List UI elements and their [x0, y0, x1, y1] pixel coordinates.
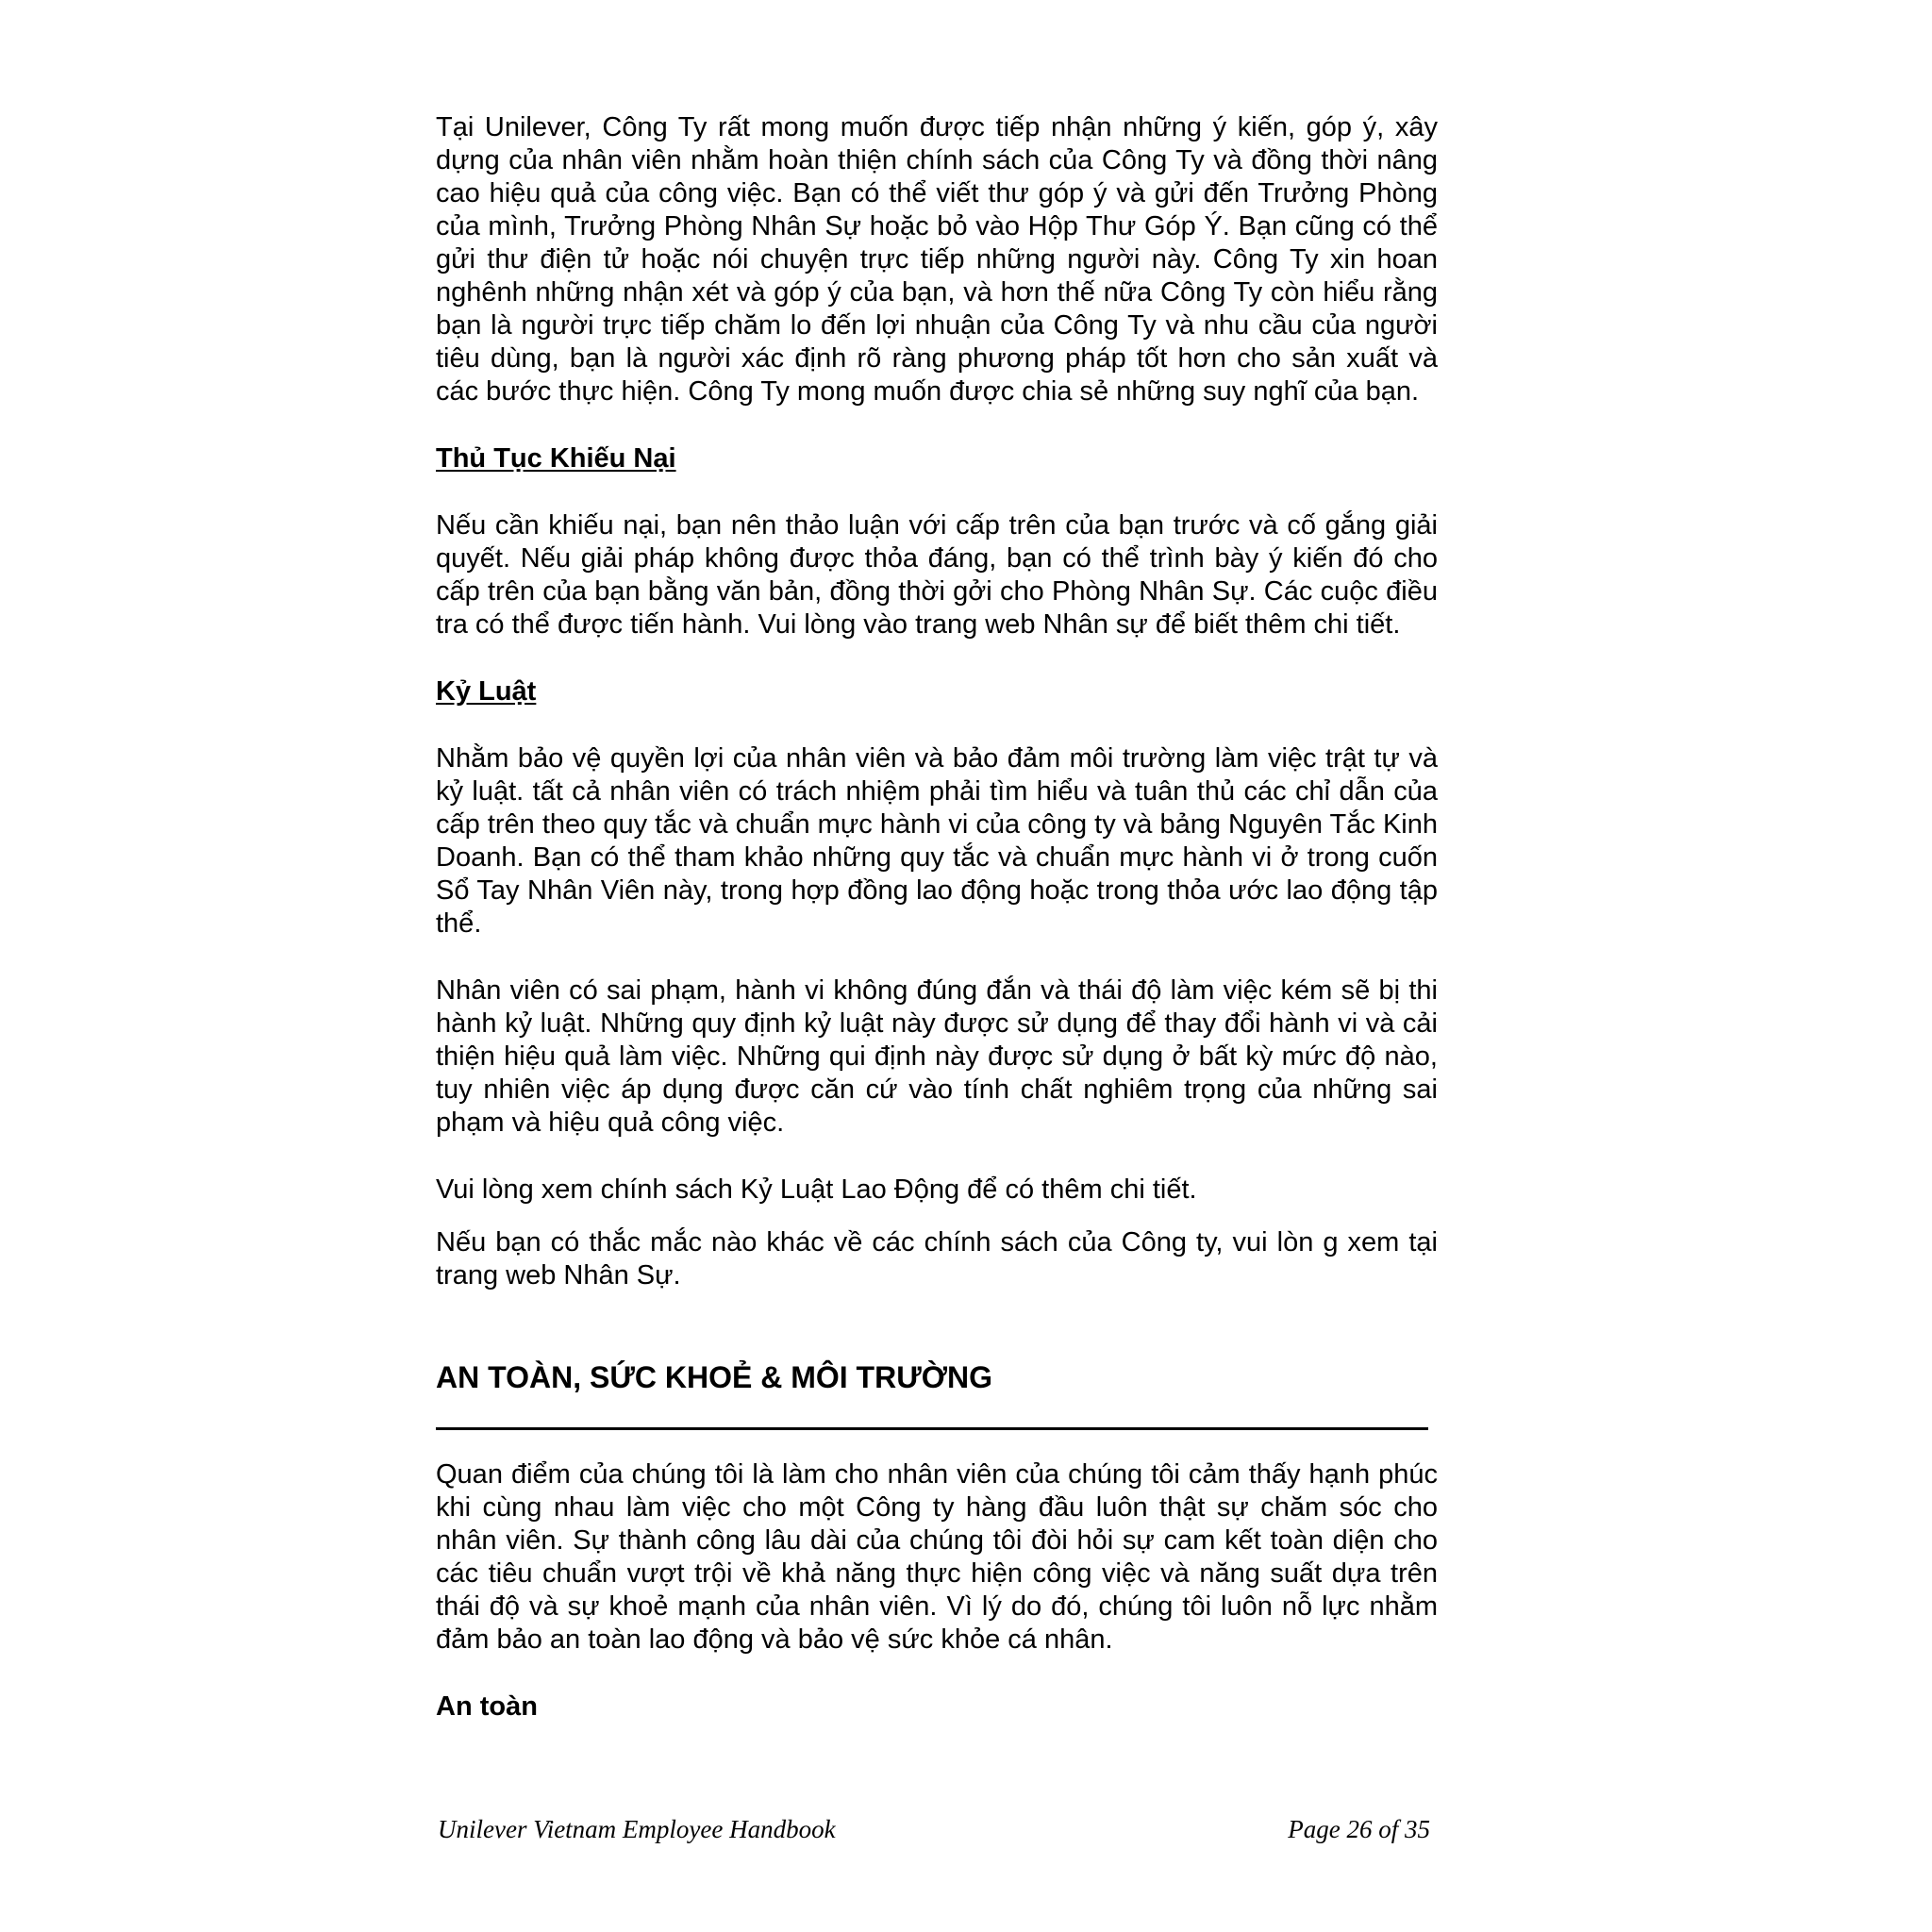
section-intro-paragraph: Quan điểm của chúng tôi là làm cho nhân viên của chúng tôi cảm thấy hạnh phúc khi cùng nhau làm việc cho một Công ty hàng đầu luôn thật sự chăm sóc cho nhân viên. Sự thành công lâu dài của chúng tôi đòi hỏi sự cam kết toàn diện cho các tiêu chuẩn vượt trội về khả năng thực hiện công việc và năng suất dựa trên thái độ và sự khoẻ mạnh của nhân viên. Vì lý do đó, chúng tôi luôn nỗ lực nhằm đảm bảo an toàn lao động và bảo vệ sức khỏe cá nhân.	[436, 1459, 1438, 1655]
section-divider	[436, 1427, 1428, 1430]
section-title: AN TOÀN, SỨC KHOẺ & MÔI TRƯỜNG	[436, 1360, 993, 1394]
document-body	[436, 111, 1438, 1724]
footer-document-title: Unilever Vietnam Employee Handbook	[438, 1815, 836, 1843]
complaint-procedure-heading: Thủ Tục Khiếu Nại	[436, 443, 676, 474]
discipline-paragraph-1: Nhằm bảo vệ quyền lợi của nhân viên và bảo đảm môi trường làm việc trật tự và kỷ luật. tất cả nhân viên có trách nhiệm phải tìm hiểu và tuân thủ các chỉ dẫn của cấp trên theo quy tắc và chuẩn mực hành vi của công ty và bảng Nguyên Tắc Kinh Doanh. Bạn có thể tham khảo những quy tắc và chuẩn mực hành vi ở trong cuốn Sổ Tay Nhân Viên này, trong hợp đồng lao động hoặc trong thỏa ước lao động tập thể.	[436, 743, 1438, 939]
complaint-procedure-paragraph: Nếu cần khiếu nại, bạn nên thảo luận với cấp trên của bạn trước và cố gắng giải quyết. Nếu giải pháp không được thỏa đáng, bạn có thể trình bày ý kiến đó cho cấp trên của bạn bằng văn bản, đồng thời gởi cho Phòng Nhân Sự. Các cuộc điều tra có thể được tiến hành. Vui lòng vào trang web Nhân sự để biết thêm chi tiết.	[436, 510, 1438, 640]
discipline-paragraph-3: Vui lòng xem chính sách Kỷ Luật Lao Động để có thêm chi tiết.	[436, 1174, 1197, 1205]
intro-paragraph: Tại Unilever, Công Ty rất mong muốn được tiếp nhận những ý kiến, góp ý, xây dựng của nhân viên nhằm hoàn thiện chính sách của Công Ty và đồng thời nâng cao hiệu quả của công việc. Bạn có thể viết thư góp ý và gửi đến Trưởng Phòng của mình, Trưởng Phòng Nhân Sự hoặc bỏ vào Hộp Thư Góp Ý. Bạn cũng có thể gửi thư điện tử hoặc nói chuyện trực tiếp những người này. Công Ty xin hoan nghênh những nhận xét và góp ý của bạn, và hơn thế nữa Công Ty còn hiểu rằng bạn là người trực tiếp chăm lo đến lợi nhuận của Công Ty và nhu cầu của người tiêu dùng, bạn là người xác định rõ ràng phương pháp tốt hơn cho sản xuất và các bước thực hiện. Công Ty mong muốn được chia sẻ những suy nghĩ của bạn.	[436, 112, 1438, 407]
discipline-paragraph-4: Nếu bạn có thắc mắc nào khác về các chính sách của Công ty, vui lòn g xem tại trang web Nhân Sự.	[436, 1227, 1438, 1291]
footer-page-number: Page 26 of 35	[1288, 1815, 1430, 1843]
safety-heading: An toàn	[436, 1691, 538, 1722]
discipline-paragraph-2: Nhân viên có sai phạm, hành vi không đúng đắn và thái độ làm việc kém sẽ bị thi hành kỷ luật. Những quy định kỷ luật này được sử dụng để thay đổi hành vi và cải thiện hiệu quả làm việc. Những qui định này được sử dụng ở bất kỳ mức độ nào, tuy nhiên việc áp dụng được căn cứ vào tính chất nghiêm trọng của những sai phạm và hiệu quả công việc.	[436, 975, 1438, 1138]
discipline-heading: Kỷ Luật	[436, 676, 537, 707]
